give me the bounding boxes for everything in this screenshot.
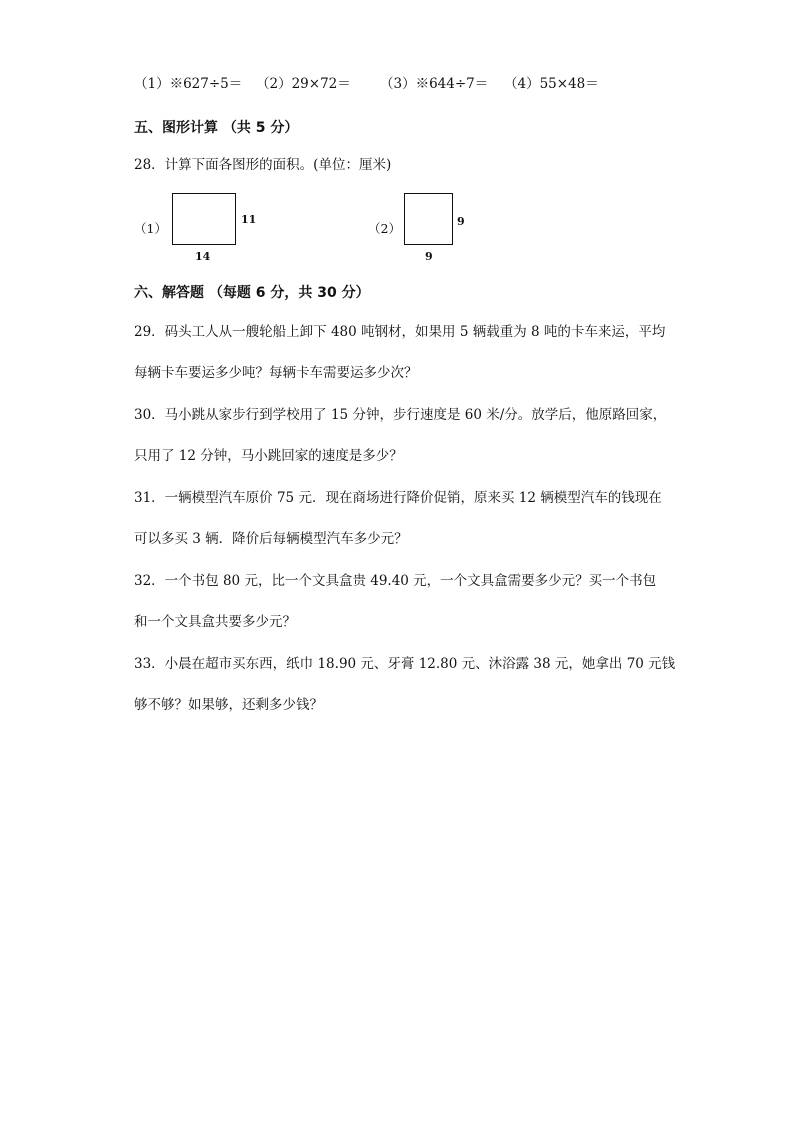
question-32-line2: 和一个文具盒共要多少元？: [134, 614, 296, 630]
square-height-label: 9: [457, 215, 465, 228]
figure2-label: （2）: [368, 221, 401, 236]
question-30-line1: 30．马小跳从家步行到学校用了 15 分钟，步行速度是 60 米/分。放学后，他原路回家，: [134, 407, 667, 423]
calc-item-2: （2）29×72＝: [256, 76, 351, 92]
question-31-line2: 可以多买 3 辆．降价后每辆模型汽车多少元？: [134, 531, 408, 547]
section6-heading: 六、解答题 （每题 6 分，共 30 分）: [134, 285, 370, 301]
question-33-line2: 够不够？如果够，还剩多少钱？: [134, 697, 323, 713]
calc-item-4: （4）55×48＝: [504, 76, 599, 92]
question-29-line1: 29．码头工人从一艘轮船上卸下 480 吨钢材，如果用 5 辆载重为 8 吨的卡车来运，平均: [134, 324, 666, 340]
question-28: 28．计算下面各图形的面积。(单位：厘米): [134, 157, 392, 173]
rectangle-height-label: 11: [241, 213, 257, 226]
square-figure: [404, 193, 453, 245]
question-30-line2: 只用了 12 分钟，马小跳回家的速度是多少？: [134, 448, 403, 464]
square-width-label: 9: [425, 250, 433, 263]
calc-item-3: （3）※644÷7＝: [380, 76, 489, 92]
rectangle-figure: [172, 193, 236, 245]
question-32-line1: 32．一个书包 80 元，比一个文具盒贵 49.40 元，一个文具盒需要多少元？买一个书包: [134, 573, 657, 589]
question-29-line2: 每辆卡车要运多少吨？每辆卡车需要运多少次？: [134, 365, 418, 381]
section5-heading: 五、图形计算 （共 5 分）: [134, 120, 299, 136]
question-33-line1: 33．小晨在超市买东西，纸巾 18.90 元、牙膏 12.80 元、沐浴露 38 元，她拿出 70 元钱: [134, 656, 676, 672]
calc-item-1: （1）※627÷5＝: [134, 76, 243, 92]
rectangle-width-label: 14: [195, 250, 211, 263]
question-31-line1: 31．一辆模型汽车原价 75 元．现在商场进行降价促销，原来买 12 辆模型汽车的钱现在: [134, 490, 662, 506]
figure1-label: （1）: [134, 221, 167, 236]
